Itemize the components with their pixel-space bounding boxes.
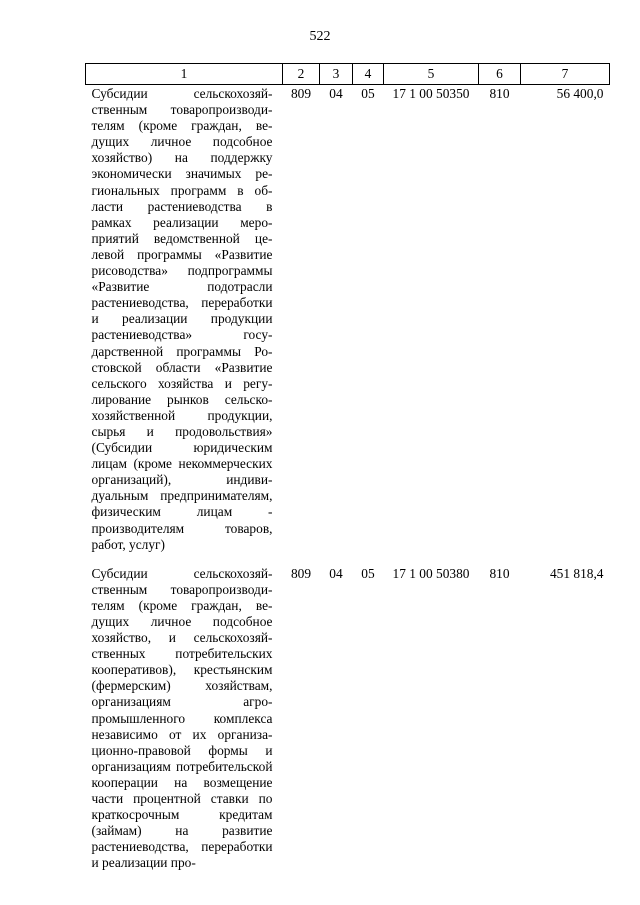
table-row bbox=[86, 565, 610, 872]
header-col-6: 6 bbox=[479, 64, 521, 85]
row-section-code: 04 bbox=[329, 86, 343, 101]
row-ministry-code: 809 bbox=[290, 565, 312, 581]
budget-table bbox=[85, 63, 610, 872]
row-target-article: 17 1 00 50350 bbox=[392, 86, 470, 101]
header-col-2: 2 bbox=[283, 64, 320, 85]
row-subsection-code: 05 bbox=[361, 86, 375, 101]
header-col-4: 4 bbox=[353, 64, 384, 85]
table-row bbox=[86, 85, 610, 565]
page-number: 522 bbox=[309, 29, 331, 44]
header-col-7: 7 bbox=[521, 64, 610, 85]
header-row bbox=[86, 64, 610, 85]
header-col-5: 5 bbox=[384, 64, 479, 85]
row-target-article: 17 1 00 50380 bbox=[392, 565, 470, 581]
row-subsection-code: 05 bbox=[361, 565, 375, 581]
header-col-3: 3 bbox=[320, 64, 353, 85]
row-amount: 56 400,0 bbox=[556, 86, 604, 101]
row-expense-type: 810 bbox=[489, 86, 510, 101]
row-ministry-code: 809 bbox=[290, 86, 312, 101]
row-section-code: 04 bbox=[329, 565, 343, 581]
row-expense-type: 810 bbox=[489, 565, 510, 581]
row-amount: 451 818,4 bbox=[549, 565, 604, 581]
row-description: Субсидии сельскохозяйственным товаропроизводителям (кроме граждан, ведущих личное подсобное хозяйство, и сельскохозяйственных потребительских кооперативов), крестьянским (фермерским) хозяйствам, организациям агропромышленного комплекса независимо от их организационно-правовой формы и организациям потребительской кооперации на возмещение части процентной ставки по краткосрочным кредитам (займам) на развитие растениеводства, переработки и реализации про- bbox=[91, 565, 273, 871]
header-col-1: 1 bbox=[86, 64, 283, 85]
row-description: Субсидии сельскохозяйственным товаропроизводителям (кроме граждан, ведущих личное подсобное хозяйство) на поддержку экономически значимых региональных программ в области растениеводства в рамках реализации мероприятий ведомственной целевой программы «Развитие рисоводства» подпрограммы «Развитие подотрасли растениеводства, переработки и реализации продукции растениеводства» государственной программы Ростовской области «Развитие сельского хозяйства и регулирование рынков сельскохозяйственной продукции, сырья и продовольствия» (Субсидии юридическим лицам (кроме некоммерческих организаций), индивидуальным предпринимателям, физическим лицам - производителям товаров, работ, услуг) bbox=[91, 86, 273, 552]
